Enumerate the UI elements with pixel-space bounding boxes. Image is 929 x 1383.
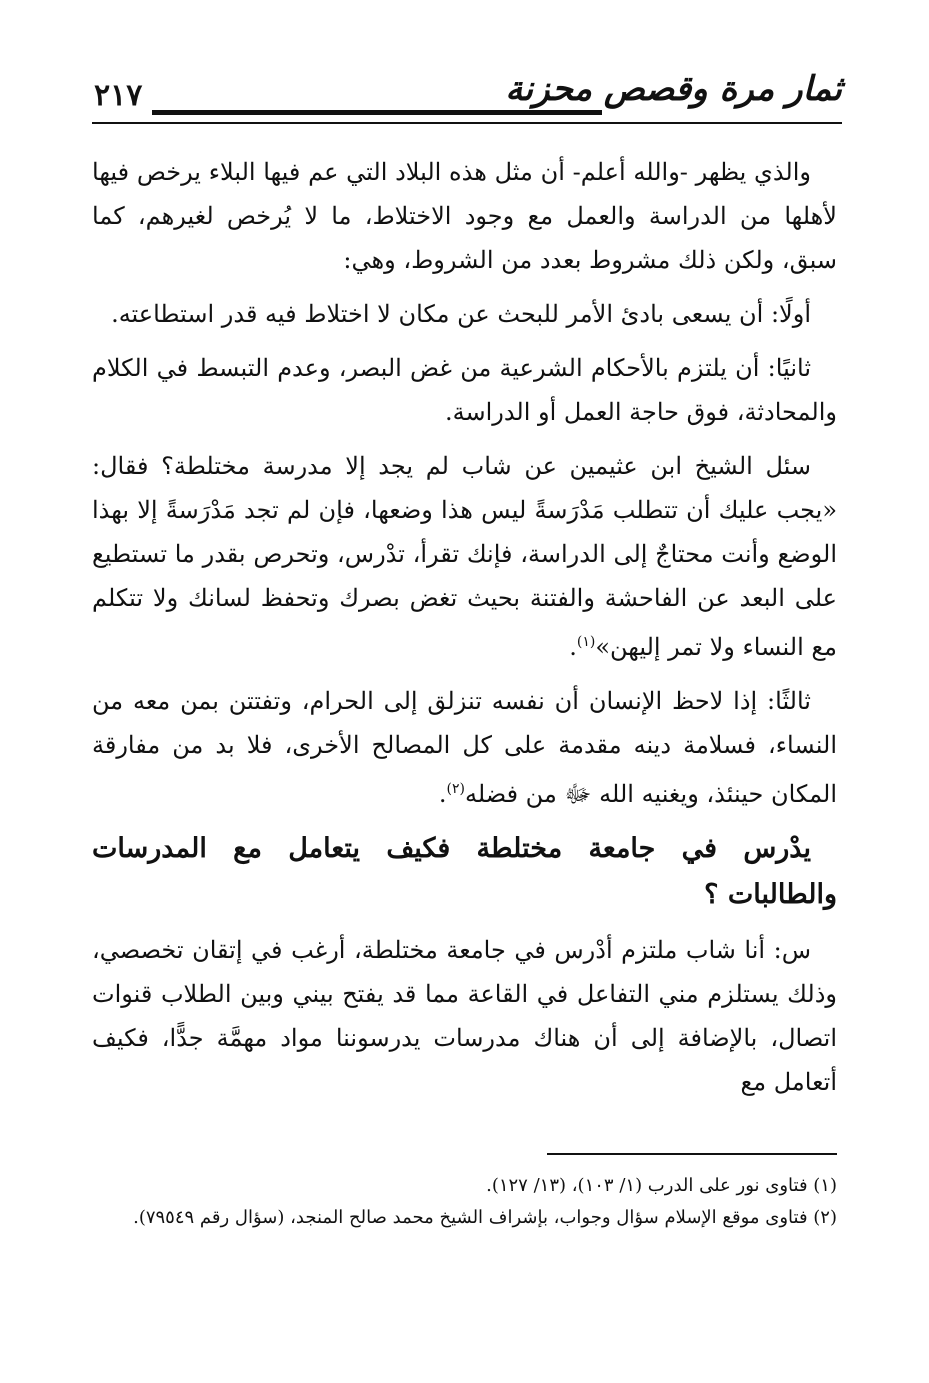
main-text — [92, 150, 837, 1114]
paragraph-text: سئل الشيخ ابن عثيمين عن شاب لم يجد إلا مدرسة مختلطة؟ فقال: «يجب عليك أن تتطلب مَدْرَسةً ليس هذا وضعها، فإن لم تجد مَدْرَسةً إلا بهذا الوضع وأنت محتاجٌ إلى الدراسة، فإنك تقرأ، تدْرس، وتحرص بقدر ما تستطيع على البعد عن الفاحشة والفتنة بحيث تغض بصرك وتحفظ لسانك ولا تتكلم مع النساء ولا تمر إليهن» — [92, 452, 837, 661]
running-title: ثمار مرة وقصص محزنة — [505, 69, 842, 109]
footnote-1: (١) فتاوى نور على الدرب (١/ ١٠٣)، (١٣/ ١٢٧). — [486, 1175, 837, 1196]
footnote-2: (٢) فتاوى موقع الإسلام سؤال وجواب، بإشراف الشيخ محمد صالح المنجد، (سؤال رقم ٧٩٥٤٩). — [133, 1207, 837, 1228]
paragraph: ثانيًا: أن يلتزم بالأحكام الشرعية من غض البصر، وعدم التبسط في الكلام والمحادثة، فوق حاجة العمل أو الدراسة. — [92, 354, 837, 426]
paragraph: أولًا: أن يسعى بادئ الأمر للبحث عن مكان لا اختلاط فيه قدر استطاعته. — [111, 300, 811, 328]
header-rule-thin — [92, 122, 842, 124]
page-number: ٢١٧ — [94, 78, 143, 113]
header-rule — [152, 110, 602, 115]
footnote-rule — [547, 1153, 837, 1155]
paragraph: والذي يظهر -والله أعلم- أن مثل هذه البلاد التي عم فيها البلاء يرخص فيها لأهلها من الدراسة والعمل مع وجود الاختلاط، ما لا يُرخص لغيرهم، كما سبق، ولكن ذلك مشروط بعدد من الشروط، وهي: — [92, 158, 837, 274]
page-header — [92, 62, 842, 126]
footnote-ref: (١) — [576, 634, 596, 650]
footnote-ref: (٢) — [446, 781, 465, 797]
paragraph — [92, 679, 837, 816]
paragraph-quote — [92, 444, 837, 669]
paragraph-end: . — [569, 633, 577, 661]
paragraph: س: أنا شاب ملتزم أدْرس في جامعة مختلطة، أرغب في إتقان تخصصي، وذلك يستلزم مني التفاعل في القاعة مما قد يفتح بيني وبين الطلاب قنوات اتصال، بالإضافة إلى أن هناك مدرسات يدرسوننا مواد مهمَّة جدًّا، فكيف أتعامل مع — [92, 936, 837, 1096]
footnotes — [92, 1170, 837, 1234]
paragraph-end: . — [438, 780, 447, 808]
section-heading: يدْرس في جامعة مختلطة فكيف يتعامل مع المدرسات والطالبات ؟ — [92, 833, 837, 910]
paragraph-text: ثالثًا: إذا لاحظ الإنسان أن نفسه تنزلق إلى الحرام، وتفتتن بمن معه من النساء، فسلامة دينه مقدمة على كل المصالح الأخرى، فلا بد من مفارقة المكان حينئذ، ويغنيه الله ﷻ من فضله — [92, 687, 837, 808]
